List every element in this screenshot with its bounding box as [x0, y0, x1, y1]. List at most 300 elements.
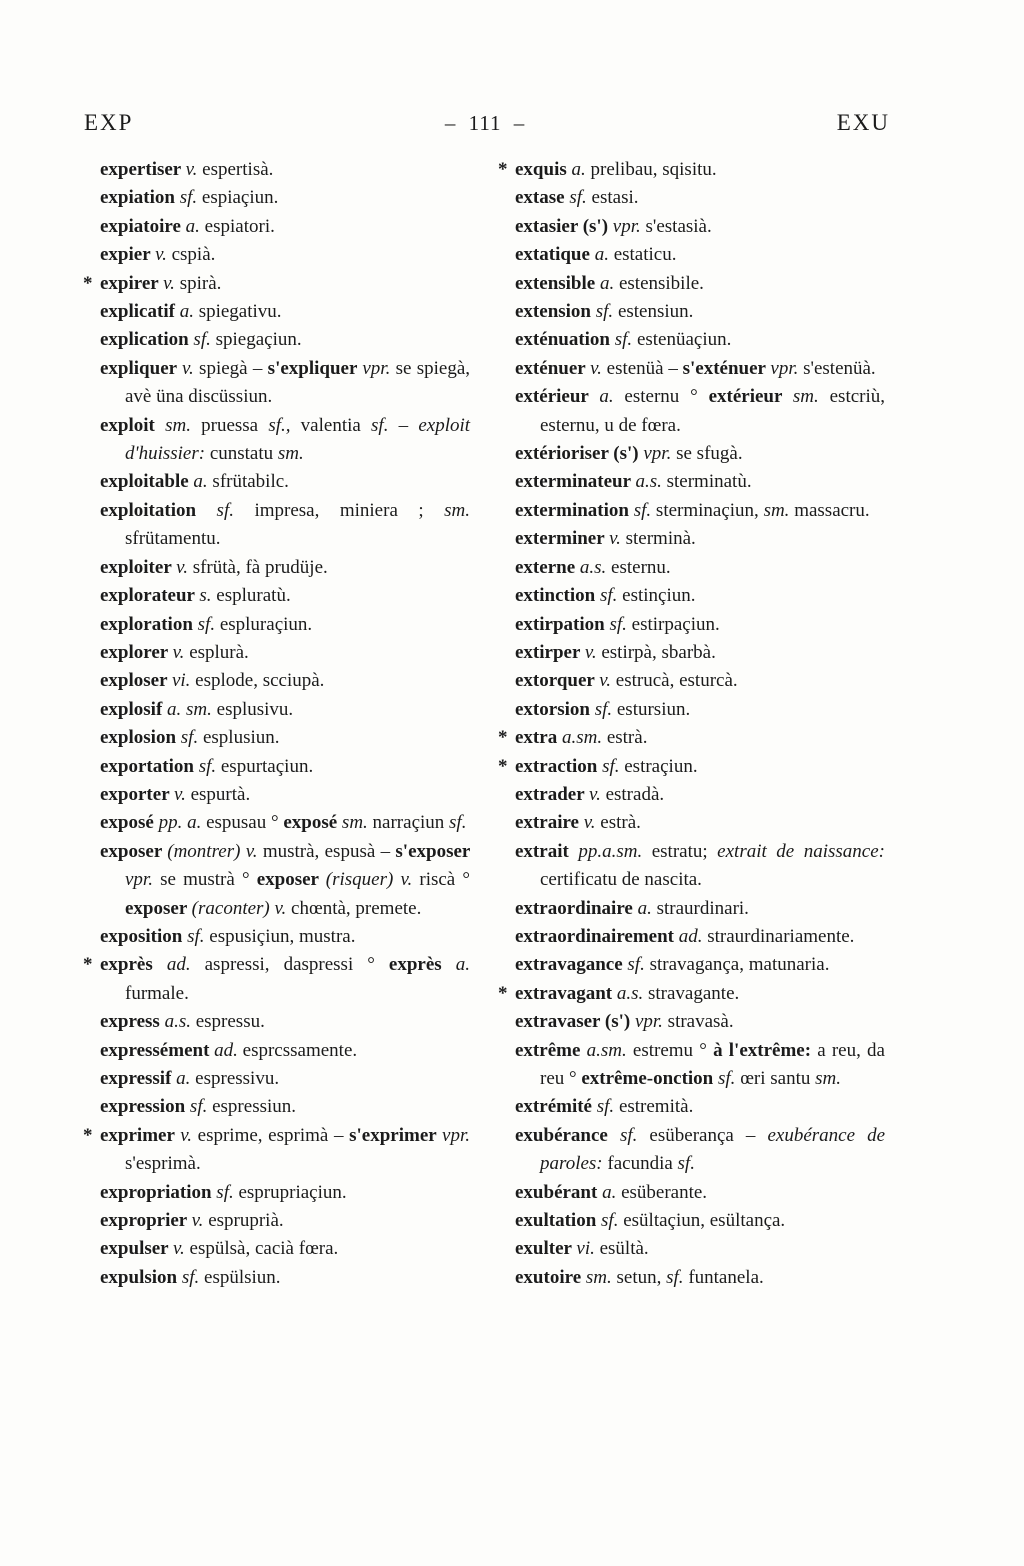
headword: exquis	[515, 159, 572, 180]
grammar-label: vi.	[171, 670, 191, 692]
dictionary-entry	[100, 156, 470, 184]
translation-text: sfrütà, fà prudüje.	[187, 556, 328, 578]
translation-text: sterminatù.	[661, 471, 752, 493]
dictionary-entry	[515, 1264, 885, 1292]
asterisk-marker: *	[498, 755, 508, 777]
translation-text: straurdinariamente.	[702, 925, 855, 947]
translation-text: estirpà, sbarbà.	[596, 641, 716, 663]
grammar-label: (raconter) v.	[191, 897, 287, 919]
grammar-label: a.	[455, 954, 470, 976]
dictionary-entry	[100, 1179, 470, 1207]
headword: expier	[100, 244, 156, 266]
grammar-label: sf.	[596, 1096, 615, 1118]
headword: explosif	[100, 698, 168, 720]
headword: à l'extrême:	[713, 1039, 812, 1061]
grammar-label: v.	[163, 272, 175, 294]
dictionary-entry	[515, 383, 885, 440]
headword: extirpation	[515, 613, 610, 635]
grammar-label: a.	[637, 897, 652, 919]
dictionary-entry	[515, 468, 885, 496]
column-left	[84, 156, 470, 1292]
grammar-label: sf.	[193, 329, 211, 351]
grammar-label: sf.	[614, 329, 633, 351]
translation-text: esplusivu.	[211, 698, 294, 720]
dictionary-entry	[100, 724, 470, 752]
translation-text: espressivu.	[190, 1068, 280, 1089]
dictionary-entry	[515, 213, 885, 241]
dictionary-columns	[84, 156, 885, 1292]
grammar-label: a.	[594, 244, 609, 266]
headword: exporter	[100, 783, 175, 805]
translation-text: stravasà.	[662, 1011, 734, 1033]
grammar-label: sm.	[444, 499, 470, 521]
translation-text: spirà.	[174, 272, 222, 294]
dictionary-entry	[100, 326, 470, 354]
headword: exposer	[100, 840, 168, 862]
grammar-label: v.	[590, 357, 602, 379]
grammar-label: a.sm.	[561, 727, 603, 749]
grammar-label: (montrer) v.	[167, 840, 258, 862]
grammar-label: sf.	[187, 925, 205, 947]
headword: explication	[100, 329, 194, 351]
translation-text: esternu °	[613, 386, 709, 408]
translation-text: pruessa	[190, 414, 269, 436]
page-number: – 111 –	[444, 111, 526, 135]
grammar-label: exploit d'huissier:	[125, 414, 471, 465]
translation-text: espusiçiun, mustra.	[204, 925, 356, 947]
translation-text: estraçiun.	[619, 755, 698, 777]
translation-text: stravagante.	[643, 982, 740, 1004]
translation-text: s'estenüà.	[798, 357, 876, 379]
dictionary-entry	[100, 298, 470, 326]
grammar-label: sf.,	[268, 414, 291, 436]
translation-text: spiegà –	[193, 357, 268, 379]
grammar-label: v.	[174, 783, 186, 805]
headword: expressif	[100, 1068, 177, 1089]
translation-text: s'esprimà.	[125, 1153, 201, 1175]
headword: exportation	[100, 755, 199, 777]
column-right	[499, 156, 885, 1292]
translation-text: estrà.	[602, 727, 648, 749]
grammar-label: v.	[583, 812, 596, 834]
grammar-label: sf.	[449, 812, 467, 834]
headword: extraction	[515, 755, 603, 777]
dictionary-entry	[100, 809, 470, 837]
translation-text: impresa, miniera ;	[233, 499, 445, 521]
headword: s'exténuer	[682, 357, 771, 379]
grammar-label: v.	[182, 357, 194, 379]
dictionary-entry	[515, 1093, 885, 1121]
translation-text: esültà.	[594, 1238, 649, 1260]
header-guide-word-left: EXP	[84, 110, 134, 135]
grammar-label: vpr.	[643, 443, 672, 465]
grammar-label: sf.	[619, 1124, 638, 1146]
dictionary-entry	[100, 468, 470, 496]
translation-text: se sfugà.	[671, 443, 743, 465]
dictionary-entry	[498, 724, 885, 752]
translation-text: estenüà –	[601, 357, 683, 379]
translation-text: estasi.	[586, 187, 639, 209]
translation-text: s'estasià.	[640, 215, 712, 237]
grammar-label: sf.	[609, 613, 627, 635]
grammar-label: a.	[185, 215, 200, 237]
dictionary-entry	[100, 1008, 470, 1036]
headword: extrême	[515, 1039, 587, 1061]
translation-text: spiegaçiun.	[210, 329, 302, 351]
translation-text: estrà.	[595, 812, 641, 834]
headword: extérieur	[515, 386, 600, 408]
dictionary-entry	[100, 1037, 470, 1065]
grammar-label: sf.	[594, 698, 613, 720]
translation-text: espiatori.	[199, 215, 275, 237]
headword: expressément	[100, 1039, 215, 1061]
headword: exténuer	[515, 357, 591, 379]
headword: expiation	[100, 187, 180, 209]
translation-text: estrucà, esturcà.	[611, 670, 738, 692]
headword: extrait	[515, 840, 579, 862]
headword: extrême-onction	[581, 1068, 718, 1089]
header-guide-word-right: EXU	[836, 110, 890, 135]
grammar-label: sf.	[633, 499, 652, 521]
headword: explorer	[100, 641, 173, 663]
dictionary-entry	[515, 270, 885, 298]
translation-text: espurtà.	[185, 783, 251, 805]
grammar-label: v.	[589, 783, 601, 805]
grammar-label: vpr.	[125, 869, 153, 891]
grammar-label: sf.	[371, 414, 389, 436]
translation-text: cspià.	[166, 244, 216, 266]
grammar-label: a.s.	[579, 556, 607, 578]
page-header	[84, 110, 890, 136]
grammar-label: sm.	[341, 812, 368, 834]
translation-text: estaticu.	[608, 244, 677, 266]
grammar-label: sm.	[815, 1068, 841, 1089]
headword: exposition	[100, 925, 188, 947]
grammar-label: v.	[180, 1124, 192, 1146]
dictionary-entry	[100, 1065, 470, 1093]
translation-text: esplusiun.	[198, 727, 280, 749]
headword: extraordinairement	[515, 925, 679, 947]
grammar-label: a.	[599, 386, 614, 408]
dictionary-entry	[515, 326, 885, 354]
grammar-label: v.	[173, 1238, 185, 1260]
translation-text: espiaçiun.	[197, 187, 279, 209]
headword: exposé	[283, 812, 342, 834]
grammar-label: v.	[599, 670, 612, 692]
translation-text: a reu, da reu °	[540, 1039, 885, 1089]
headword: extatique	[515, 244, 595, 266]
asterisk-marker: *	[83, 1124, 93, 1146]
grammar-label: a. sm.	[167, 698, 212, 720]
grammar-label: vpr.	[770, 357, 799, 379]
grammar-label: v.	[185, 159, 198, 180]
dictionary-entry	[515, 923, 885, 951]
grammar-label: v.	[609, 528, 621, 550]
dictionary-entry	[100, 554, 470, 582]
dictionary-entry	[515, 1179, 885, 1207]
dictionary-entry	[515, 184, 885, 212]
grammar-label: vpr.	[634, 1011, 663, 1033]
headword: extase	[515, 187, 570, 209]
grammar-label: a.	[602, 1181, 617, 1203]
translation-text: esprcssamente.	[237, 1039, 358, 1061]
grammar-label: ad.	[678, 925, 703, 947]
grammar-label: s.	[199, 585, 212, 607]
translation-text: esüberança –	[637, 1124, 768, 1146]
grammar-label: sf.	[595, 301, 614, 323]
translation-text: espluraçiun.	[215, 613, 313, 635]
translation-text: se mustrà °	[152, 869, 257, 891]
grammar-label: ad.	[166, 954, 191, 976]
grammar-label: v.	[155, 244, 167, 266]
grammar-label: pp. a.	[158, 812, 202, 834]
grammar-label: a.	[599, 272, 615, 294]
grammar-label: sf.	[179, 187, 198, 209]
translation-text: estremità.	[614, 1096, 694, 1118]
headword: exprès	[100, 954, 167, 976]
grammar-label: a.	[193, 471, 208, 493]
grammar-label: sf.	[216, 499, 234, 521]
headword: exprimer	[100, 1124, 181, 1146]
translation-text: espülsiun.	[199, 1266, 281, 1288]
translation-text: –	[388, 414, 419, 436]
grammar-label: vi.	[576, 1238, 595, 1260]
headword: extraordinaire	[515, 897, 638, 919]
headword: explicatif	[100, 301, 180, 323]
headword: exposé	[100, 812, 159, 834]
grammar-label: sf.	[189, 1096, 208, 1118]
translation-text: œri santu	[735, 1068, 816, 1089]
translation-text: narraçiun	[367, 812, 450, 834]
grammar-label: sf.	[216, 1181, 234, 1203]
translation-text: esüberante.	[616, 1181, 708, 1203]
headword: extrémité	[515, 1096, 597, 1118]
headword: exubérance	[515, 1124, 620, 1146]
headword: expression	[100, 1096, 190, 1118]
translation-text: esprupriaçiun.	[233, 1181, 347, 1203]
dictionary-entry	[100, 753, 470, 781]
grammar-label: sf.	[599, 585, 618, 607]
grammar-label: sf.	[602, 755, 620, 777]
translation-text: espluratù.	[211, 585, 291, 607]
dictionary-entry	[100, 696, 470, 724]
translation-text: mustrà, espusà –	[257, 840, 396, 862]
grammar-label: sf.	[181, 1266, 200, 1288]
translation-text: esplode, scciupà.	[190, 670, 325, 692]
translation-text: espülsà, cacià fœra.	[184, 1238, 339, 1260]
headword: expliquer	[100, 357, 182, 379]
headword: extrader	[515, 783, 590, 805]
translation-text: se spiegà, avè üna discüssiun.	[125, 357, 471, 408]
headword: expiatoire	[100, 215, 186, 237]
translation-text: facundia	[602, 1153, 678, 1175]
translation-text: espusau °	[201, 812, 284, 834]
translation-text: estradà.	[600, 783, 665, 805]
grammar-label: v.	[176, 556, 188, 578]
headword: extravaser (s')	[515, 1011, 635, 1033]
translation-text: esültaçiun, esültança.	[618, 1210, 786, 1232]
dictionary-entry	[515, 781, 885, 809]
dictionary-entry	[100, 355, 470, 412]
headword: explosion	[100, 727, 181, 749]
grammar-label: v.	[172, 641, 185, 663]
translation-text: massacru.	[789, 499, 870, 521]
headword: s'exprimer	[349, 1124, 443, 1146]
dictionary-entry	[515, 1008, 885, 1036]
headword: extensible	[515, 272, 600, 294]
grammar-label: sf.	[180, 727, 199, 749]
dictionary-entry	[498, 156, 885, 184]
grammar-label: sm.	[277, 443, 304, 465]
translation-text: setun,	[611, 1266, 667, 1288]
dictionary-entry	[100, 1264, 470, 1292]
dictionary-entry	[515, 582, 885, 610]
dictionary-entry	[515, 809, 885, 837]
headword: extraire	[515, 812, 584, 834]
translation-text: valentia	[290, 414, 372, 436]
dictionary-entry	[515, 838, 885, 895]
dictionary-entry	[515, 355, 885, 383]
grammar-label: ad.	[214, 1039, 238, 1061]
translation-text: aspressi, daspressi °	[190, 954, 389, 976]
dictionary-entry	[515, 1235, 885, 1263]
grammar-label: vpr.	[362, 357, 391, 379]
dictionary-entry	[515, 1207, 885, 1235]
headword: exténuation	[515, 329, 615, 351]
headword: exploitable	[100, 471, 194, 493]
translation-text: prelibau, sqisitu.	[585, 159, 717, 180]
asterisk-marker: *	[498, 727, 508, 749]
dictionary-entry	[100, 667, 470, 695]
translation-text: espertisà.	[197, 159, 274, 180]
grammar-label: sm.	[165, 414, 191, 436]
dictionary-entry	[515, 1037, 885, 1094]
translation-text: straurdinari.	[651, 897, 749, 919]
headword: exploration	[100, 613, 198, 635]
dictionary-entry	[100, 639, 470, 667]
grammar-label: a.s.	[616, 982, 644, 1004]
headword: exploit	[100, 414, 166, 436]
grammar-label: a.s.	[164, 1011, 191, 1033]
grammar-label: a.s.	[635, 471, 662, 493]
headword: externe	[515, 556, 580, 578]
asterisk-marker: *	[498, 982, 508, 1004]
translation-text: estirpaçiun.	[626, 613, 720, 635]
grammar-label: vpr.	[442, 1124, 470, 1146]
headword: exubérant	[515, 1181, 603, 1203]
dictionary-entry	[498, 980, 885, 1008]
dictionary-entry	[515, 298, 885, 326]
dictionary-entry	[83, 951, 470, 1008]
dictionary-entry	[100, 1235, 470, 1263]
headword: extérioriser (s')	[515, 443, 644, 465]
grammar-label: sf.	[666, 1266, 684, 1288]
headword: exproprier	[100, 1210, 192, 1232]
dictionary-entry	[515, 611, 885, 639]
grammar-label: sf.	[677, 1153, 695, 1175]
dictionary-entry	[515, 497, 885, 525]
dictionary-entry	[515, 951, 885, 979]
headword: extravagance	[515, 954, 628, 976]
dictionary-entry	[100, 241, 470, 269]
grammar-label: (risquer) v.	[325, 869, 413, 891]
headword: exterminateur	[515, 471, 636, 493]
grammar-label: sm.	[585, 1266, 612, 1288]
translation-text: estremu °	[626, 1039, 714, 1061]
translation-text: esternu.	[606, 556, 671, 578]
dictionary-entry	[100, 184, 470, 212]
headword: exterminer	[515, 528, 610, 550]
dictionary-entry	[100, 923, 470, 951]
dictionary-entry	[100, 412, 470, 469]
translation-text: estinçiun.	[617, 585, 696, 607]
translation-text: espruprià.	[203, 1210, 284, 1232]
grammar-label: a.	[571, 159, 586, 180]
headword: extinction	[515, 585, 600, 607]
translation-text: furmale.	[125, 982, 189, 1004]
headword: expirer	[100, 272, 164, 294]
dictionary-entry	[100, 497, 470, 554]
translation-text: estursiun.	[612, 698, 691, 720]
translation-text: espressiun.	[207, 1096, 297, 1118]
headword: exposer	[125, 897, 192, 919]
asterisk-marker: *	[498, 159, 508, 180]
headword: exploitation	[100, 499, 217, 521]
translation-text: estenüaçiun.	[632, 329, 732, 351]
headword: extasier (s')	[515, 215, 613, 237]
translation-text: sterminaçiun,	[651, 499, 764, 521]
dictionary-entry	[83, 1122, 470, 1179]
translation-text: sfrütamentu.	[125, 528, 221, 550]
headword: expropriation	[100, 1181, 217, 1203]
headword: extravagant	[515, 982, 617, 1004]
headword: exploiter	[100, 556, 177, 578]
grammar-label: sf.	[718, 1068, 736, 1089]
dictionary-entry	[515, 241, 885, 269]
headword: extermination	[515, 499, 634, 521]
headword: extra	[515, 727, 562, 749]
grammar-label: exubérance de paroles:	[540, 1124, 886, 1175]
grammar-label: a.	[179, 301, 194, 323]
translation-text: estratu;	[642, 840, 718, 862]
translation-text: estensiun.	[613, 301, 694, 323]
headword: extorquer	[515, 670, 600, 692]
dictionary-entry	[100, 213, 470, 241]
dictionary-entry	[515, 525, 885, 553]
dictionary-entry	[515, 667, 885, 695]
translation-text: riscà °	[412, 869, 470, 891]
dictionary-entry	[100, 838, 470, 923]
grammar-label: vpr.	[612, 215, 641, 237]
headword: express	[100, 1011, 165, 1033]
grammar-label: sf.	[198, 755, 217, 777]
headword: exposer	[256, 869, 326, 891]
dictionary-entry	[498, 753, 885, 781]
dictionary-entry	[100, 611, 470, 639]
headword: exprès	[388, 954, 456, 976]
headword: extirper	[515, 641, 585, 663]
headword: extérieur	[708, 386, 793, 408]
asterisk-marker: *	[83, 272, 93, 294]
headword: explorateur	[100, 585, 200, 607]
translation-text: chœntà, premete.	[286, 897, 422, 919]
translation-text: estensibile.	[614, 272, 704, 294]
headword: expertiser	[100, 159, 186, 180]
headword: exploser	[100, 670, 172, 692]
dictionary-entry	[515, 696, 885, 724]
headword: s'expliquer	[267, 357, 363, 379]
translation-text: sfrütabilc.	[207, 471, 289, 493]
